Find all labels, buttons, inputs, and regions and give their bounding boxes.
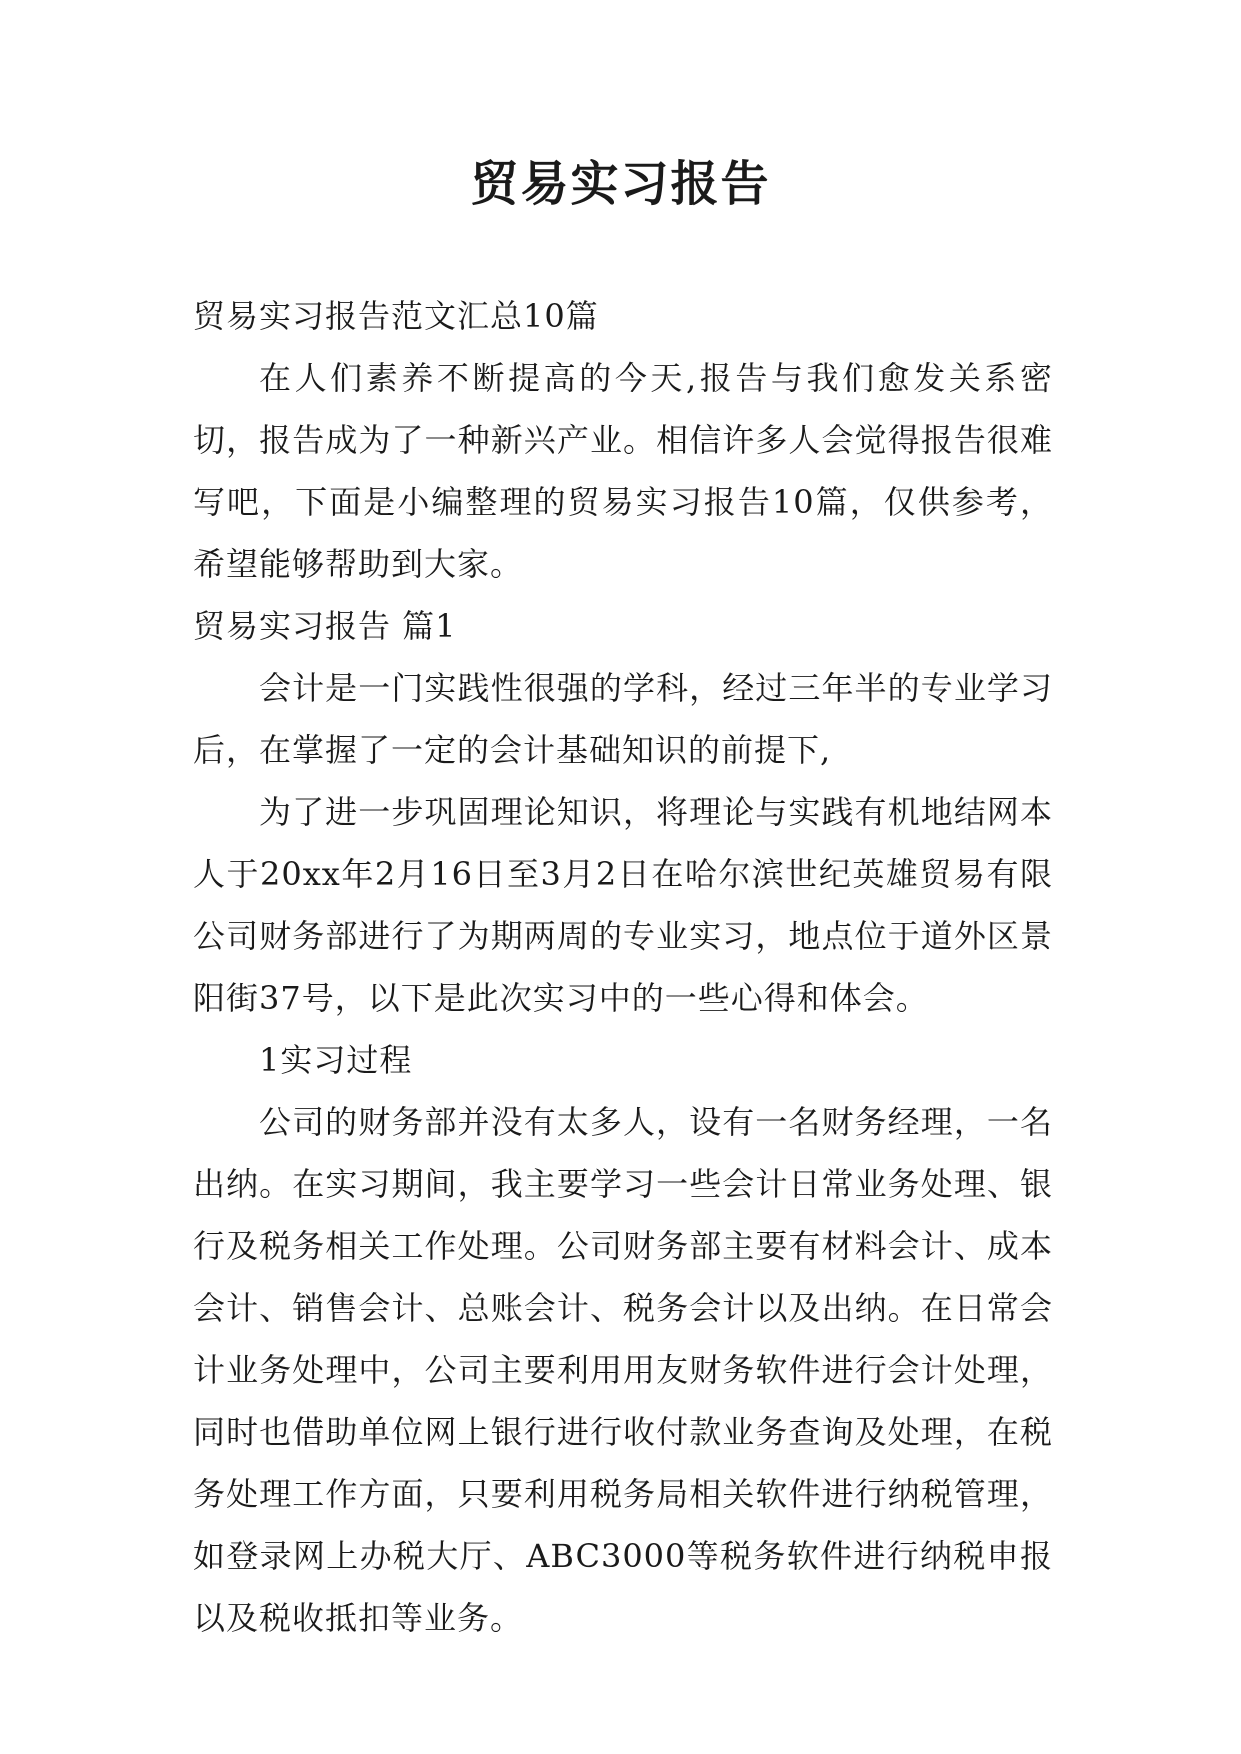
body-paragraph: 为了进一步巩固理论知识，将理论与实践有机地结网本人于20xx年2月16日至3月2日在哈尔滨世纪英雄贸易有限公司财务部进行了为期两周的专业实习，地点位于道外区景阳街37号，以下是此次实习中的一些心得和体会。 [193,793,1053,1017]
document-body [193,285,1053,1649]
document-title: 贸易实习报告 [470,156,771,212]
subsection-heading: 1实习过程 [259,1041,413,1079]
intro-paragraph: 在人们素养不断提高的今天,报告与我们愈发关系密切，报告成为了一种新兴产业。相信许多人会觉得报告很难写吧，下面是小编整理的贸易实习报告10篇，仅供参考，希望能够帮助到大家。 [193,359,1053,583]
body-paragraph: 会计是一门实践性很强的学科，经过三年半的专业学习后，在掌握了一定的会计基础知识的前提下, [193,669,1053,769]
section-heading: 贸易实习报告 篇1 [193,607,457,645]
body-paragraph: 公司的财务部并没有太多人，设有一名财务经理，一名出纳。在实习期间，我主要学习一些会计日常业务处理、银行及税务相关工作处理。公司财务部主要有材料会计、成本会计、销售会计、总账会计、税务会计以及出纳。在日常会计业务处理中，公司主要利用用友财务软件进行会计处理，同时也借助单位网上银行进行收付款业务查询及处理，在税务处理工作方面，只要利用税务局相关软件进行纳税管理，如登录网上办税大厅、ABC3000等税务软件进行纳税申报以及税收抵扣等业务。 [193,1103,1053,1637]
subtitle-line: 贸易实习报告范文汇总10篇 [193,297,599,335]
